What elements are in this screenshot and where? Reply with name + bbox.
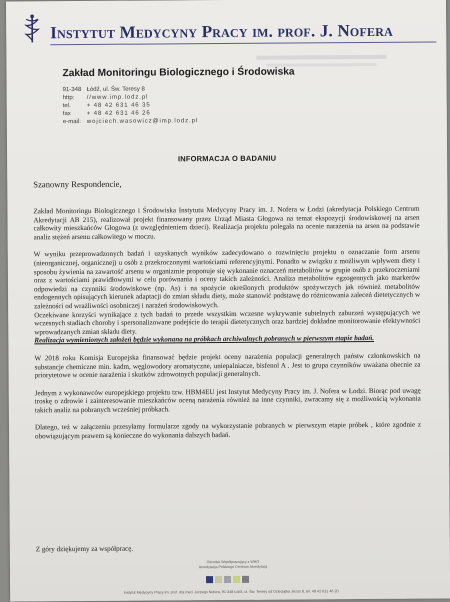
letter-body — [33, 205, 421, 450]
address-block — [63, 85, 199, 126]
greeting: Szanowny Respondencie, — [33, 179, 121, 190]
color-square — [206, 576, 213, 583]
website-line: http: //www.imp.lodz.pl — [63, 93, 198, 102]
paragraph: Zakład Monitoringu Biologicznego i Środowiska Instytutu Medycyny Pracy im. J. Nofera w Łodzi (akredytacja Polskiego Centrum Akredytacji AB 215), realizował projekt finansowany przez Urząd Miasta Głogowa na temat ekspozycji środowiskowej na arsen całkowity mieszkańców Głogowa (z uwzględnieniem dzieci). Realizacja projektu polegała na ocenie narażenia na arsen na podstawie analiz stężeń arsenu całkowitego w moczu. — [33, 205, 419, 242]
color-square — [242, 576, 249, 583]
address-line: 91-348 Łódź, ul. Św. Teresy 8 — [63, 85, 198, 94]
paragraph: Oczekiwane korzyści wynikające z tych badań to przede wszystkim wczesne wykrywanie subtelnych zaburzeń występujących we wczesnych stadiach choroby i spersonalizowane podejście do terapii dietetycznych oraz bardziej dokładne monitorowanie efektywności wprowadzanych zmian składu diety. — [34, 308, 420, 336]
color-square — [233, 576, 240, 583]
paragraph: W wyniku przeprowadzonych badań i uzyskanych wyników zadecydowano o rozwinięciu projektu o oznaczanie form arsenu (nieorganicznej, organicznej) u osób z przekroczonymi wartościami referencyjnymi. Ponadto w związku z możliwym wpływem diety i sposobu żywienia na zawartość arsenu w organizmie proponuje się wykonanie oznaczeń metabolitów w grupie osób z przekroczeniami oraz z wartościami prawidłowymi w celu porównania i oceny takich zależności. Analiza metabolitów egzogennych jako markerów odpowiedzi na czynniki środowiskowe (np. As) i na spożycie określonych produktów spożywczych jak również metabolitów endogennych opisujących kierunek adaptacji do zmian składu diety, może stanowić podstawę do różnicowania zaleceń dietetycznych w zależności od wrażliwości osobniczej i narażeń środowiskowych. — [34, 248, 420, 311]
accreditation-stamp: Ośrodek Współpracujący z WHO Akredytacja Polskiego Centrum Akredytacji — [188, 560, 278, 570]
paragraph: W 2018 roku Komisja Europejska finansować będzie projekt oceny narażenia populacji generalnych państw członkowskich na substancje chemiczne min. kadm, węglowodory aromatyczne, uniepalniacze, bisfenol A . Jest to grupa czynników uważana obecnie za priorytetowe w ocenie narażenia i skutków zdrowotnych populacji generalnych. — [34, 352, 420, 380]
institute-name: Instytut Medycyny Pracy im. prof. J. Nofera — [50, 21, 393, 43]
color-square — [215, 576, 222, 583]
faint-stamp-line — [256, 55, 386, 60]
document-title: INFORMACJA O BADANIU — [7, 152, 447, 164]
closing-line: Z góry dziękujemy za współpracę. — [36, 545, 133, 554]
email-line: e-mail: wojciech.wasowicz@imp.lodz.pl — [63, 117, 198, 126]
footer-address: Instytut Medycyny Pracy im. prof. dra med. Jerzego Nofera, 91-348 Łódź, ul. Św. Teresy od Dzieciątka Jezus 8, tel. 48 42 631 46 20 — [46, 589, 416, 596]
emphasis-paragraph: Realizacja wymienionych założeń będzie wykonana na próbkach archiwalnych pobranych w pierwszym etapie badań. — [34, 334, 420, 345]
phone-line: tel. + 48 42 631 46 35 — [63, 101, 198, 110]
fax-line: fax + 48 42 631 46 26 — [63, 109, 198, 118]
department-name: Zakład Monitoringu Biologicznego i Środowiska — [62, 67, 294, 80]
paragraph: Jednym z wykonawców europejskiego projektu tzw. HBM4EU jest Instytut Medycyny Pracy im. J. Nofera w Łodzi. Biorąc pod uwagę troskę o zdrowie i zainteresowanie mieszkańców oceną narażenia również na inne czynniki, zwracamy się z możliwością wykonania takich analiz na pobranych wcześniej próbkach. — [35, 386, 421, 414]
paragraph: Dlatego, też w załączeniu przesyłamy formularze zgody na wykorzystanie pobranych w pierwszym etapie próbek , które zgodnie z obowiązującym prawem są konieczne do wykonania dalszych badań. — [35, 421, 421, 441]
color-square — [224, 576, 231, 583]
document-page — [6, 0, 450, 602]
caduceus-logo-icon — [22, 13, 42, 43]
